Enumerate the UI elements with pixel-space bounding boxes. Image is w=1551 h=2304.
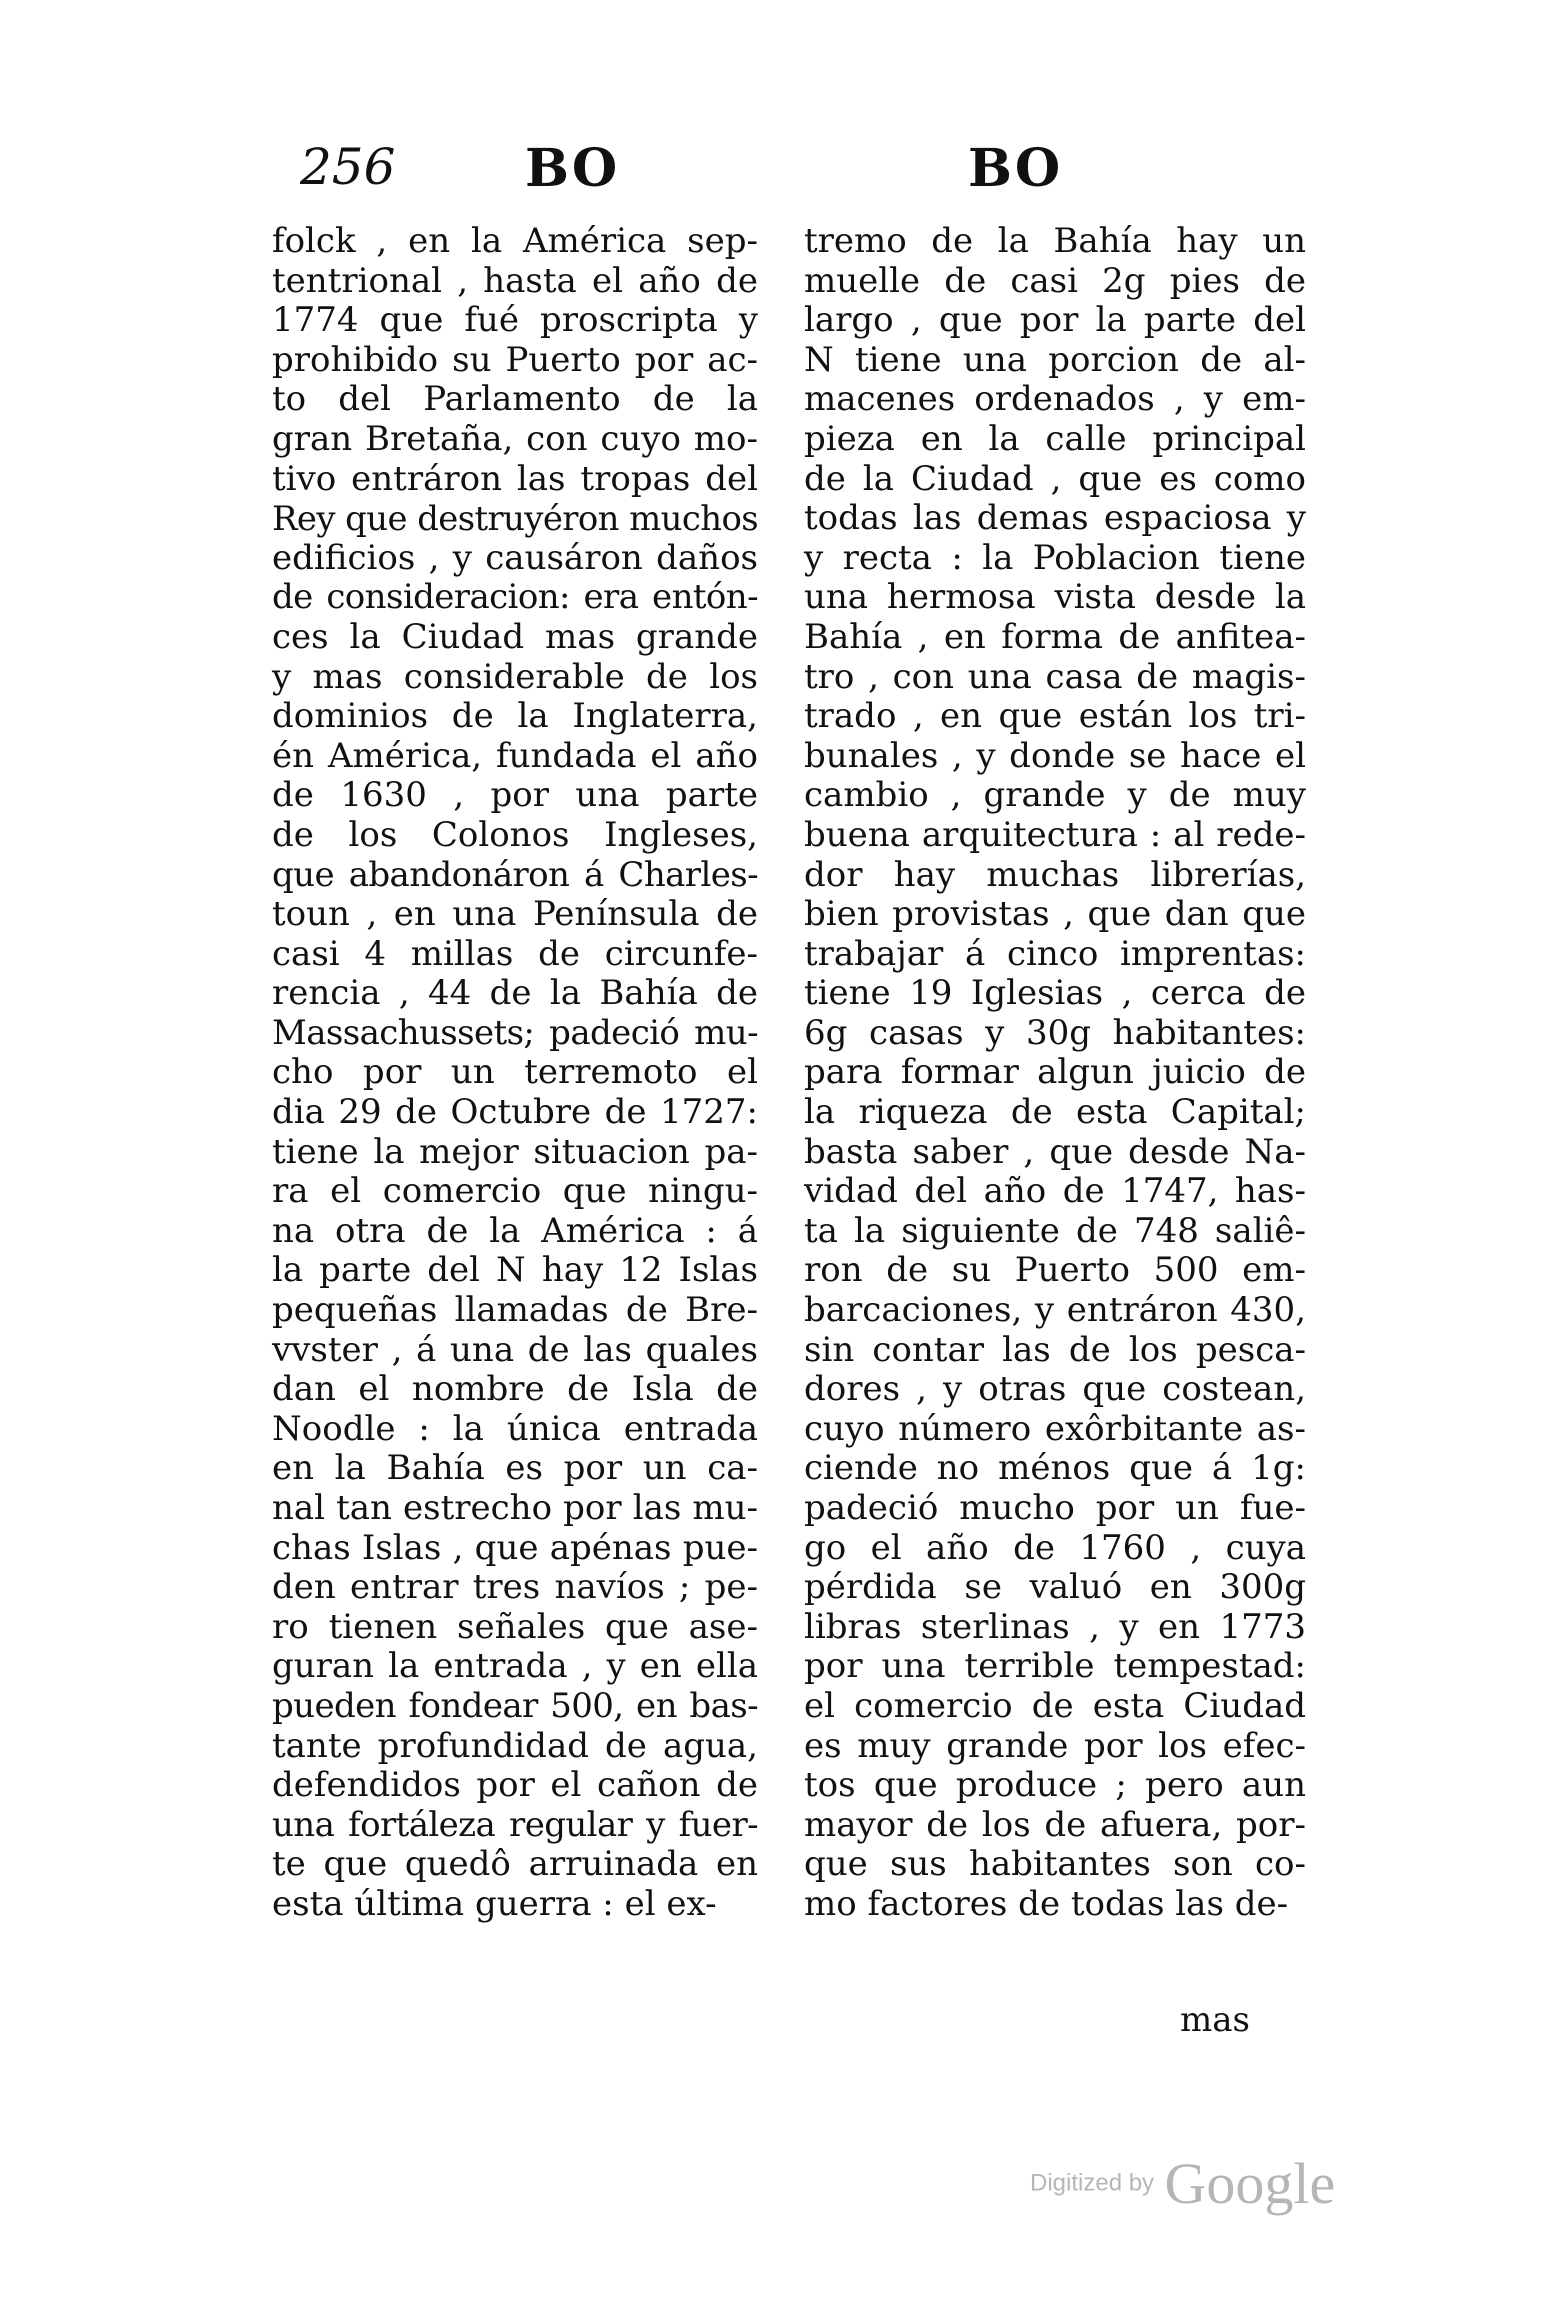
google-logo: Google (1164, 2151, 1336, 2216)
text-line: rencia , 44 de la Bahía de (272, 973, 758, 1014)
text-line: trabajar á cinco imprentas: (804, 933, 1306, 974)
text-line: que sus habitantes son co- (804, 1844, 1306, 1885)
text-line: nal tan estrecho por las mu- (272, 1488, 758, 1528)
text-line: libras sterlinas , y en 1773 (804, 1606, 1306, 1647)
text-line: dores , y otras que costean, (804, 1369, 1306, 1410)
text-line: la parte del N hay 12 Islas (272, 1250, 758, 1291)
text-line: cho por un terremoto el (272, 1052, 758, 1093)
text-line: gran Bretaña, con cuyo mo- (272, 418, 758, 459)
text-line: todas las demas espaciosa y (804, 498, 1306, 539)
text-line: muelle de casi 2g pies de (804, 260, 1306, 301)
text-line: pueden fondear 500, en bas- (272, 1685, 758, 1726)
digitized-watermark (1030, 2150, 1335, 2230)
text-line: una fortáleza regular y fuer- (272, 1804, 758, 1845)
text-line: 1774 que fué proscripta y (272, 300, 758, 341)
text-line: ces la Ciudad mas grande (272, 616, 758, 657)
page-number: 256 (300, 138, 396, 196)
text-line: én América, fundada el año (272, 735, 758, 776)
text-line: cuyo número exôrbitante as- (804, 1408, 1306, 1449)
text-line: go el año de 1760 , cuya (804, 1527, 1306, 1568)
text-line: Noodle : la única entrada (272, 1408, 758, 1449)
text-line: para formar algun juicio de (804, 1052, 1306, 1093)
page-header (300, 138, 1300, 208)
text-line: tiene 19 Iglesias , cerca de (804, 973, 1306, 1014)
text-line: que abandonáron á Charles- (272, 854, 758, 895)
left-text-column (272, 222, 758, 1925)
text-line: de la Ciudad , que es como (804, 458, 1306, 499)
text-line: ron de su Puerto 500 em- (804, 1250, 1306, 1291)
text-line: buena arquitectura : al rede- (804, 814, 1306, 855)
running-head-left: BO (525, 138, 620, 199)
text-line: ra el comercio que ningu- (272, 1171, 758, 1212)
text-line: tivo entráron las tropas del (272, 458, 758, 499)
text-line: den entrar tres navíos ; pe- (272, 1567, 758, 1608)
text-line: sin contar las de los pesca- (804, 1329, 1306, 1370)
text-line: una hermosa vista desde la (804, 577, 1306, 618)
text-line: el comercio de esta Ciudad (804, 1685, 1306, 1726)
text-line: de consideracion: era entón- (272, 577, 758, 618)
text-line: en la Bahía es por un ca- (272, 1448, 758, 1489)
text-line: dominios de la Inglaterra, (272, 696, 758, 737)
text-line: N tiene una porcion de al- (804, 339, 1306, 380)
text-line: de los Colonos Ingleses, (272, 814, 758, 855)
text-line: prohibido su Puerto por ac- (272, 339, 758, 380)
text-line: 6g casas y 30g habitantes: (804, 1012, 1306, 1053)
text-line: basta saber , que desde Na- (804, 1131, 1306, 1172)
text-line: na otra de la América : á (272, 1210, 758, 1251)
text-line: ro tienen señales que ase- (272, 1606, 758, 1647)
text-line: pequeñas llamadas de Bre- (272, 1290, 758, 1331)
text-line: tremo de la Bahía hay un (804, 221, 1306, 261)
text-line: largo , que por la parte del (804, 300, 1306, 341)
watermark-prefix: Digitized by (1030, 2169, 1155, 2197)
text-line: mo factores de todas las de- (804, 1883, 1289, 1924)
text-line: tro , con una casa de magis- (804, 656, 1306, 697)
text-line: Rey que destruyéron muchos (272, 499, 758, 539)
text-line: es muy grande por los efec- (804, 1725, 1306, 1766)
text-line: edificios , y causáron daños (272, 537, 758, 578)
text-line: dia 29 de Octubre de 1727: (272, 1092, 758, 1133)
text-line: toun , en una Península de (272, 894, 758, 935)
text-line: dor hay muchas librerías, (804, 854, 1306, 895)
text-line: esta última guerra : el ex- (272, 1883, 717, 1924)
text-line: ta la siguiente de 748 saliê- (804, 1210, 1306, 1251)
text-line: macenes ordenados , y em- (804, 379, 1306, 420)
text-line: vvster , á una de las quales (272, 1329, 758, 1370)
text-line: folck , en la América sep- (272, 221, 758, 261)
text-line: y recta : la Poblacion tiene (804, 537, 1306, 578)
text-line: defendidos por el cañon de (272, 1765, 758, 1806)
text-line: bien provistas , que dan que (804, 894, 1306, 935)
text-line: tiene la mejor situacion pa- (272, 1131, 758, 1172)
text-line: por una terrible tempestad: (804, 1646, 1306, 1687)
text-line: tentrional , hasta el año de (272, 260, 758, 301)
text-line: Bahía , en forma de anfitea- (804, 616, 1306, 657)
text-line: bunales , y donde se hace el (804, 735, 1306, 776)
text-line: Massachussets; padeció mu- (272, 1012, 758, 1053)
text-line: cambio , grande y de muy (804, 775, 1306, 816)
right-text-column (804, 222, 1306, 1925)
text-line: pérdida se valuó en 300g (804, 1567, 1306, 1608)
text-line: de 1630 , por una parte (272, 775, 758, 816)
text-line: mayor de los de afuera, por- (804, 1804, 1306, 1845)
running-head-right: BO (968, 138, 1063, 199)
text-line: pieza en la calle principal (804, 418, 1306, 459)
text-line: ciende no ménos que á 1g: (804, 1448, 1306, 1489)
text-line: chas Islas , que apénas pue- (272, 1527, 758, 1568)
catchword: mas (1180, 2000, 1250, 2040)
text-line: tante profundidad de agua, (272, 1725, 758, 1766)
text-line: dan el nombre de Isla de (272, 1369, 758, 1410)
text-line: barcaciones, y entráron 430, (804, 1290, 1306, 1331)
text-line: guran la entrada , y en ella (272, 1646, 758, 1687)
text-line: casi 4 millas de circunfe- (272, 933, 758, 974)
text-line: y mas considerable de los (272, 656, 758, 697)
text-line: to del Parlamento de la (272, 379, 758, 420)
text-line: tos que produce ; pero aun (804, 1765, 1306, 1806)
text-line: vidad del año de 1747, has- (804, 1171, 1306, 1212)
text-line: te que quedô arruinada en (272, 1844, 758, 1885)
text-line: la riqueza de esta Capital; (804, 1092, 1306, 1133)
text-line: trado , en que están los tri- (804, 696, 1306, 737)
text-line: padeció mucho por un fue- (804, 1488, 1306, 1528)
